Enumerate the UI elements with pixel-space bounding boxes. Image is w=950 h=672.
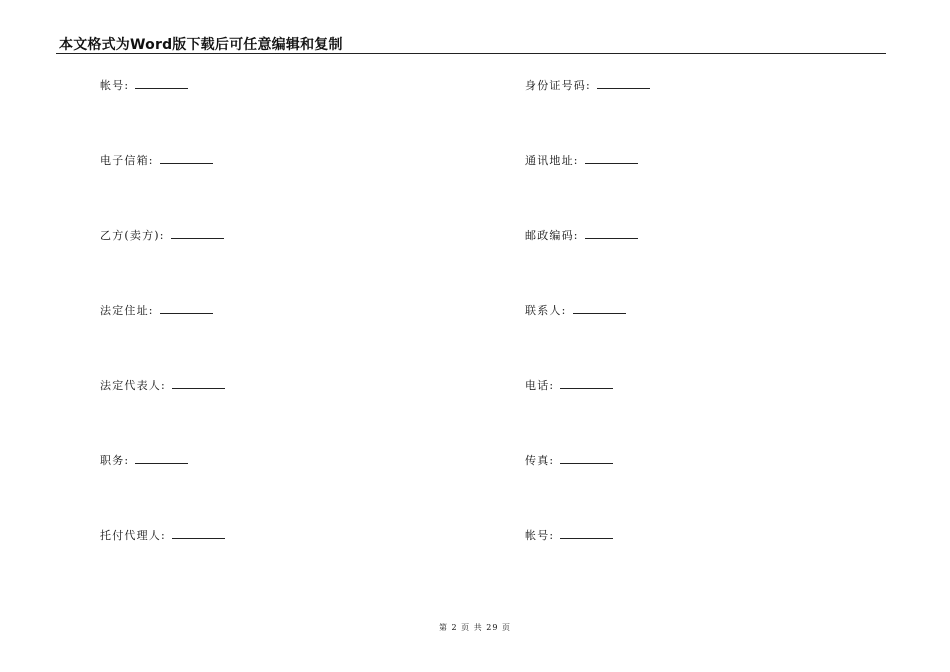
fill-in-blank [172, 529, 225, 539]
field-label: 电话: [525, 379, 555, 392]
field-label: 传真: [525, 454, 555, 467]
fill-in-blank [560, 379, 613, 389]
field-postal-code [525, 229, 638, 243]
fill-in-blank [597, 79, 650, 89]
field-legal-address [100, 304, 213, 318]
field-label: 职务: [100, 454, 130, 467]
fill-in-blank [160, 304, 213, 314]
field-contact-person [525, 304, 626, 318]
field-account-right [525, 529, 613, 543]
fill-in-blank [560, 529, 613, 539]
field-label: 邮政编码: [525, 229, 579, 242]
field-id-number [525, 79, 650, 93]
field-label: 联系人: [525, 304, 567, 317]
field-agent [100, 529, 225, 543]
field-mailing-address [525, 154, 638, 168]
header-title: 本文格式为Word版下载后可任意编辑和复制 [59, 37, 343, 53]
fill-in-blank [171, 229, 224, 239]
field-legal-representative [100, 379, 225, 393]
field-label: 电子信箱: [100, 154, 154, 167]
page-header [56, 33, 886, 54]
field-account-left [100, 79, 188, 93]
page-number: 第 2 页 共 29 页 [439, 623, 511, 632]
field-label: 帐号: [525, 529, 555, 542]
fill-in-blank [585, 154, 638, 164]
fill-in-blank [135, 454, 188, 464]
field-party-b [100, 229, 224, 243]
field-label: 帐号: [100, 79, 130, 92]
fill-in-blank [560, 454, 613, 464]
fill-in-blank [160, 154, 213, 164]
field-phone [525, 379, 613, 393]
field-label: 乙方(卖方): [100, 229, 165, 242]
fill-in-blank [573, 304, 626, 314]
field-email [100, 154, 213, 168]
field-label: 通讯地址: [525, 154, 579, 167]
fill-in-blank [135, 79, 188, 89]
field-fax [525, 454, 613, 468]
field-label: 法定代表人: [100, 379, 166, 392]
field-label: 法定住址: [100, 304, 154, 317]
field-label: 身份证号码: [525, 79, 591, 92]
fill-in-blank [585, 229, 638, 239]
field-label: 托付代理人: [100, 529, 166, 542]
field-position [100, 454, 188, 468]
fill-in-blank [172, 379, 225, 389]
